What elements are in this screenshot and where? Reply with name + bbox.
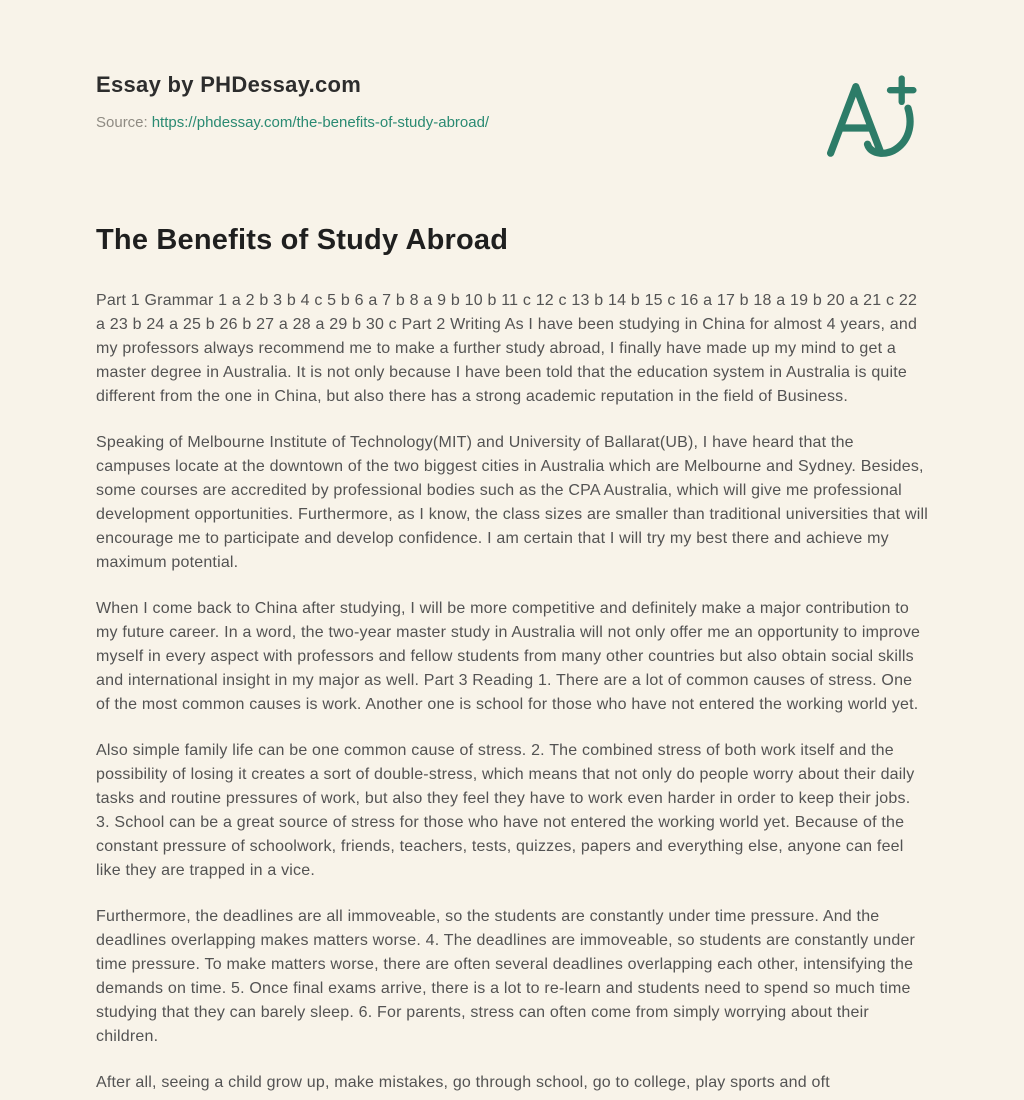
phdessay-logo-icon (816, 74, 928, 164)
page-title: The Benefits of Study Abroad (96, 224, 509, 256)
essay-body (96, 289, 928, 1095)
essay-paragraph: After all, seeing a child grow up, make mistakes, go through school, go to college, play sports and oft (96, 1074, 830, 1091)
header (96, 72, 928, 164)
essay-paragraph: Furthermore, the deadlines are all immoveable, so the students are constantly under time pressure. And the deadlines overlapping makes matters worse. 4. The deadlines are immoveable, so students are constantly under time pressure. To make matters worse, there are often several deadlines overlapping each other, intensifying the demands on time. 5. Once final exams arrive, there is a lot to re-learn and students need to spend so much time studying that they can barely sleep. 6. For parents, stress can often come from simply worrying about their children. (96, 908, 916, 1045)
essay-paragraph: Part 1 Grammar 1 a 2 b 3 b 4 c 5 b 6 a 7 b 8 a 9 b 10 b 11 c 12 c 13 b 14 b 15 c 16 a 17 b 18 a 19 b 20 a 21 c 22 a 23 b 24 a 25 b 26 b 27 a 28 a 29 b 30 c Part 2 Writing As I have been studying in China for almost 4 years, and my professors always recommend me to make a further study abroad, I finally have made up my mind to get a master degree in Australia. It is not only because I have been told that the education system in Australia is quite different from the one in China, but also there has a strong academic reputation in the field of Business. (96, 292, 918, 405)
byline: Essay by PHDessay.com (96, 72, 362, 97)
source-label: Source: (96, 114, 148, 131)
essay-paragraph: Also simple family life can be one common cause of stress. 2. The combined stress of both work itself and the possibility of losing it creates a sort of double-stress, which means that not only do people worry about their daily tasks and routine pressures of work, but also they feel they have to work even harder in order to keep their jobs. 3. School can be a great source of stress for those who have not entered the working world yet. Because of the constant pressure of schoolwork, friends, teachers, tests, quizzes, papers and everything else, anyone can feel like they are trapped in a vice. (96, 742, 915, 879)
source-line (96, 114, 489, 131)
source-link[interactable]: https://phdessay.com/the-benefits-of-study-abroad/ (151, 114, 490, 131)
header-text-block (96, 72, 489, 131)
essay-paragraph: When I come back to China after studying, I will be more competitive and definitely make a major contribution to my future career. In a word, the two-year master study in Australia will not only offer me an opportunity to improve myself in every aspect with professors and fellow students from many other countries but also obtain social skills and international insight in my major as well. Part 3 Reading 1. There are a lot of common causes of stress. One of the most common causes is work. Another one is school for those who have not entered the working world yet. (96, 600, 921, 713)
essay-paragraph: Speaking of Melbourne Institute of Technology(MIT) and University of Ballarat(UB), I have heard that the campuses locate at the downtown of the two biggest cities in Australia which are Melbourne and Sydney. Besides, some courses are accredited by professional bodies such as the CPA Australia, which will give me professional development opportunities. Furthermore, as I know, the class sizes are smaller than traditional universities that will encourage me to participate and develop confidence. I am certain that I will try my best there and achieve my maximum potential. (96, 434, 928, 571)
